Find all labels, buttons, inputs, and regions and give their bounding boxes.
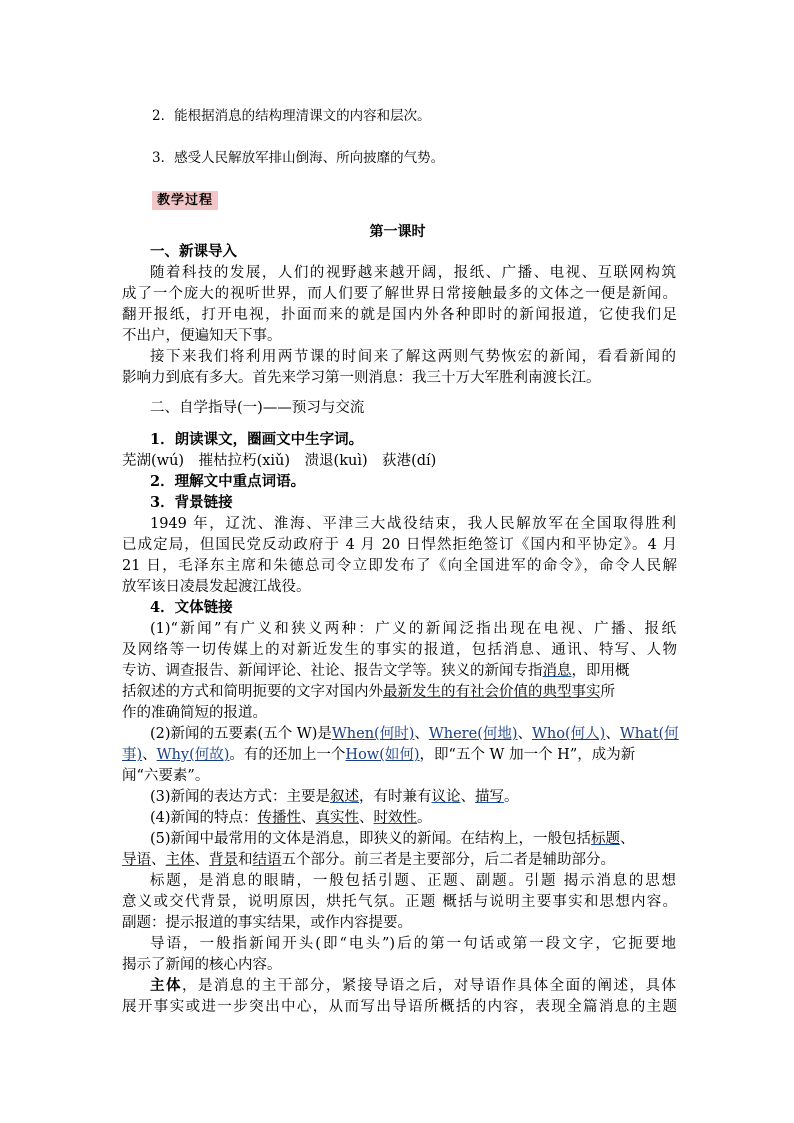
- intro-para-1-line: 不出户，便遍知天下事。: [122, 328, 282, 344]
- underlined-term: Where(何地): [428, 726, 518, 742]
- body-para-line: 主体，是消息的主干部分，紧接导语之后，对导语作具体全面的阐述，具体: [150, 977, 676, 994]
- body-para-line: 展开事实或进一步突出中心，从而写出导语所概括的内容，表现全篇消息的主题: [122, 999, 677, 1015]
- underlined-term: 有社会价值的典型事实: [455, 684, 601, 700]
- underlined-term: 议论: [431, 789, 461, 805]
- lead-para-line: 揭示了新闻的核心内容。: [122, 957, 282, 973]
- genre-1-line: 括叙述的方式和简明扼要的文字对国内外最新发生的有社会价值的典型事实所: [122, 684, 615, 700]
- genre-1-line: 作的准确简短的报道。: [122, 705, 267, 721]
- lesson-title: 第一课时: [369, 224, 426, 240]
- headline-para-line: 标题，是消息的眼睛，一般包括引题、正题、副题。引题 揭示消息的思想: [150, 873, 676, 889]
- item-4: 4．文体链接: [150, 599, 233, 616]
- intro-para-1-line: 成了一个庞大的视听世界，而人们要了解世界日常接触最多的文体之一便是新闻。: [122, 286, 677, 302]
- objective-3: 3．感受人民解放军排山倒海、所向披靡的气势。: [152, 150, 445, 166]
- genre-1-line: (1)“新闻”有广义和狭义两种：广义的新闻泛指出现在电视、广播、报纸: [150, 621, 676, 637]
- underlined-term: 标题: [591, 831, 621, 847]
- underlined-term: What(何: [619, 726, 679, 742]
- underlined-term: 结语: [252, 852, 282, 868]
- underlined-term: When(何时): [331, 726, 415, 742]
- underlined-term: 真实性: [315, 810, 360, 826]
- underlined-term: 描写: [475, 789, 505, 805]
- underlined-term: 叙述: [330, 789, 360, 805]
- item-2: 2．理解文中重点词语。: [150, 473, 306, 490]
- underlined-term: 消息: [542, 663, 572, 679]
- background-line: 放军该日凌晨发起渡江战役。: [122, 579, 311, 595]
- section-heading-selfstudy: 二、自学指导(一)——预习与交流: [150, 400, 365, 416]
- underlined-term: 最新发生的: [383, 684, 456, 700]
- genre-1-line: 及网络等一切传媒上的对新近发生的事实的报道，包括消息、通讯、特写、人物: [122, 642, 677, 658]
- underlined-term: 事): [122, 747, 143, 763]
- underlined-term: 传播性: [257, 810, 302, 826]
- vocab-line: 芜湖(wú) 摧枯拉朽(xiǔ) 溃退(kuì) 荻港(dí): [122, 453, 437, 469]
- genre-2-line: 事)、Why(何故)。有的还加上一个How(如何)，即“五个 W 加一个 H”，成为新: [122, 747, 636, 763]
- genre-3-line: (3)新闻的表达方式：主要是叙述，有时兼有议论、描写。: [150, 789, 519, 805]
- headline-para-line: 副题：提示报道的事实结果，或作内容提要。: [122, 915, 412, 931]
- genre-1-line: 专访、调查报告、新闻评论、社论、报告文学等。狭义的新闻专指消息，即用概: [122, 663, 630, 679]
- lead-para-line: 导语，一般指新闻开头(即“电头”)后的第一句话或第一段文字，它扼要地: [150, 936, 676, 952]
- genre-2-line: (2)新闻的五要素(五个 W)是When(何时)、Where(何地)、Who(何人)、What(何: [150, 726, 679, 742]
- background-line: 21 日，毛泽东主席和朱德总司令立即发布了《向全国进军的命令》，命令人民解: [122, 558, 677, 574]
- genre-5-line: (5)新闻中最常用的文体是消息，即狭义的新闻。在结构上，一般包括标题、: [150, 831, 635, 847]
- genre-2-line: 闻“六要素”。: [122, 768, 210, 784]
- intro-para-2-line: 接下来我们将利用两节课的时间来了解这两则气势恢宏的新闻，看看新闻的: [150, 349, 676, 365]
- section-badge: 教学过程: [152, 191, 218, 210]
- intro-para-1-line: 随着科技的发展，人们的视野越来越开阔，报纸、广播、电视、互联网构筑: [150, 265, 676, 281]
- item-1: 1．朗读课文，圈画文中生字词。: [150, 431, 364, 448]
- genre-4-line: (4)新闻的特点：传播性、真实性、时效性。: [150, 810, 432, 826]
- underlined-term: 背景: [209, 852, 238, 868]
- underlined-term: 时效性: [373, 810, 418, 826]
- underlined-term: 导语: [122, 852, 151, 868]
- section-heading-intro: 一、新课导入: [150, 243, 237, 260]
- underlined-term: Why(何故): [156, 747, 230, 763]
- background-line: 1949 年，辽沈、淮海、平津三大战役结束，我人民解放军在全国取得胜利: [150, 516, 676, 532]
- underlined-term: 主体: [165, 852, 195, 868]
- intro-para-1-line: 翻开报纸，打开电视，扑面而来的就是国内外各种即时的新闻报道，它使我们足: [122, 307, 677, 323]
- headline-para-line: 意义或交代背景，说明原因，烘托气氛。正题 概括与说明主要事实和思想内容。: [122, 894, 677, 910]
- underlined-term: How(如何): [345, 747, 420, 763]
- underlined-term: Who(何人): [532, 726, 606, 742]
- background-line: 已成定局，但国民党反动政府于 4 月 20 日悍然拒绝签订《国内和平协定》。4 月: [122, 537, 677, 553]
- intro-para-2-line: 影响力到底有多大。首先来学习第一则消息：我三十万大军胜利南渡长江。: [122, 370, 601, 386]
- item-3: 3．背景链接: [150, 494, 233, 511]
- genre-5-line: 导语、主体、背景和结语五个部分。前三者是主要部分，后二者是辅助部分。: [122, 852, 615, 868]
- objective-2: 2．能根据消息的结构理清课文的内容和层次。: [152, 108, 431, 124]
